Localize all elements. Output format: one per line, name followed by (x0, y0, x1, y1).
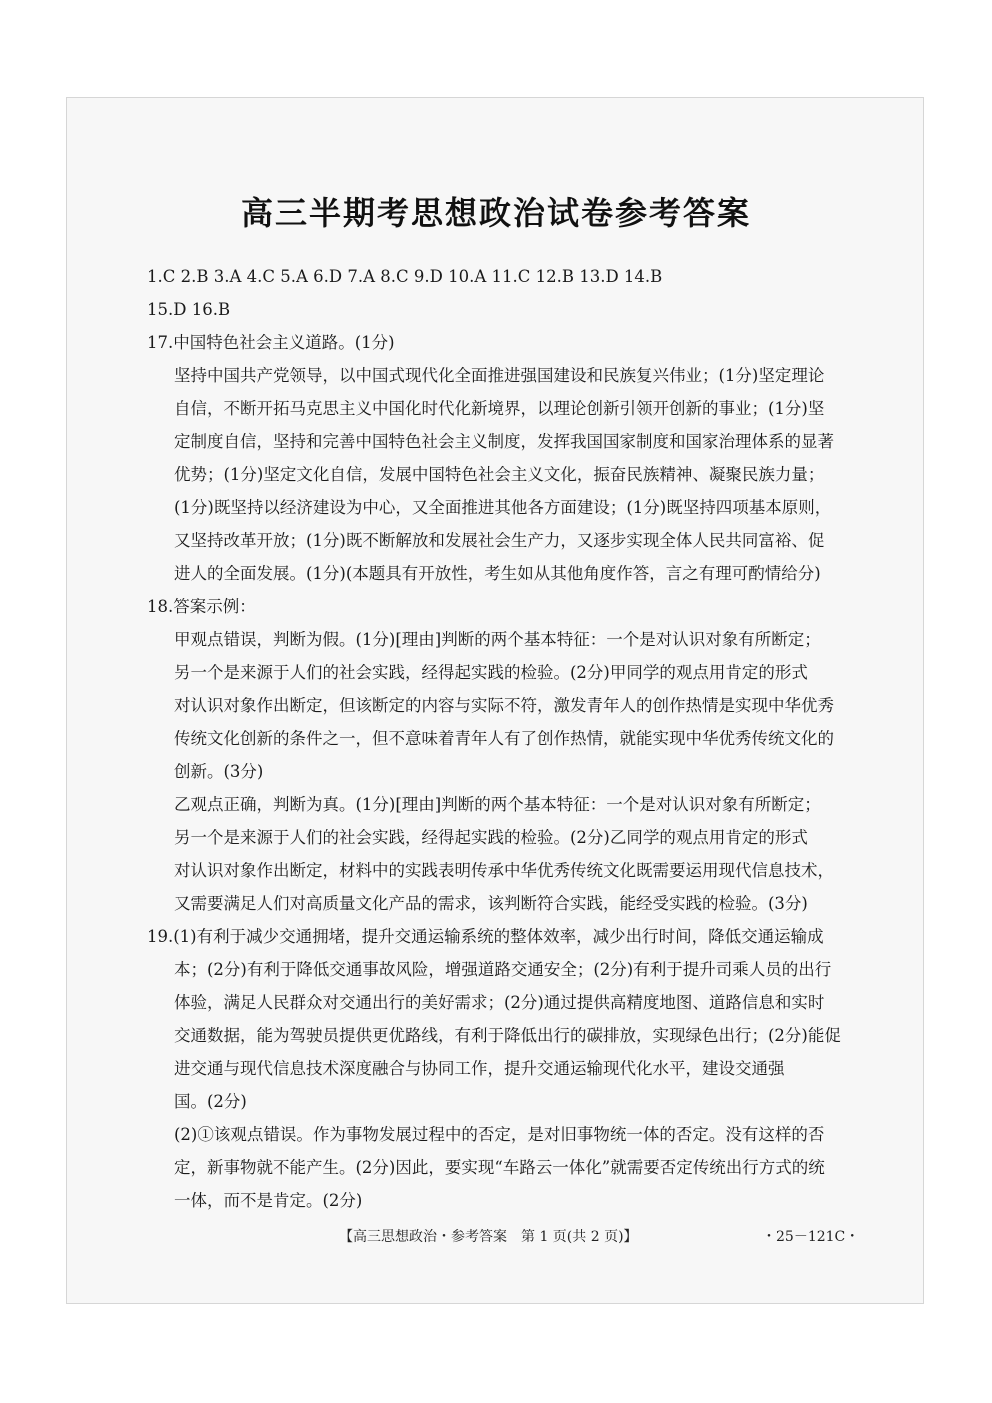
answer-line: 又需要满足人们对高质量文化产品的需求，该判断符合实践，能经受实践的检验。(3分) (174, 894, 808, 913)
answer-line: 对认识对象作出断定，但该断定的内容与实际不符，激发青年人的创作热情是实现中华优秀 (174, 696, 834, 715)
answer-line: 18.答案示例： (147, 597, 256, 616)
answer-line: 17.中国特色社会主义道路。(1分) (147, 333, 395, 352)
answer-line: 创新。(3分) (174, 762, 264, 781)
answer-body (147, 260, 847, 1217)
answer-line: (1分)既坚持以经济建设为中心，又全面推进其他各方面建设；(1分)既坚持四项基本原则， (174, 498, 832, 517)
answer-line: 进人的全面发展。(1分)(本题具有开放性，考生如从其他角度作答，言之有理可酌情给分) (174, 564, 821, 583)
answer-line: 国。(2分) (174, 1092, 247, 1111)
answer-line: 甲观点错误，判断为假。(1分)[理由]判断的两个基本特征：一个是对认识对象有所断定； (174, 630, 821, 649)
answer-line: 坚持中国共产党领导，以中国式现代化全面推进强国建设和民族复兴伟业；(1分)坚定理论 (174, 366, 825, 385)
page-title: 高三半期考思想政治试卷参考答案 (240, 194, 751, 232)
answer-sheet (66, 97, 924, 1304)
answer-line: 优势；(1分)坚定文化自信，发展中国特色社会主义文化，振奋民族精神、凝聚民族力量； (174, 465, 825, 484)
footer-paper-code: ・25－121C・ (762, 1229, 860, 1245)
answer-line: 又坚持改革开放；(1分)既不断解放和发展社会生产力，又逐步实现全体人民共同富裕、促 (174, 531, 825, 550)
answer-line: 另一个是来源于人们的社会实践，经得起实践的检验。(2分)甲同学的观点用肯定的形式 (174, 663, 808, 682)
answer-line: 交通数据，能为驾驶员提供更优路线，有利于降低出行的碳排放，实现绿色出行；(2分)能促 (174, 1026, 841, 1045)
answer-line: 定制度自信，坚持和完善中国特色社会主义制度，发挥我国国家制度和国家治理体系的显著 (174, 432, 834, 451)
answer-line: 15.D 16.B (147, 300, 231, 319)
answer-line: (2)①该观点错误。作为事物发展过程中的否定，是对旧事物统一体的否定。没有这样的否 (174, 1125, 825, 1144)
answer-line: 另一个是来源于人们的社会实践，经得起实践的检验。(2分)乙同学的观点用肯定的形式 (174, 828, 808, 847)
answer-line: 定，新事物就不能产生。(2分)因此，要实现“车路云一体化”就需要否定传统出行方式的统 (174, 1158, 825, 1177)
answer-line: 自信，不断开拓马克思主义中国化时代化新境界，以理论创新引领开创新的事业；(1分)坚 (174, 399, 825, 418)
answer-line: 传统文化创新的条件之一，但不意味着青年人有了创作热情，就能实现中华优秀传统文化的 (174, 729, 834, 748)
answer-line: 进交通与现代信息技术深度融合与协同工作，提升交通运输现代化水平，建设交通强 (174, 1059, 785, 1078)
answer-line: 一体，而不是肯定。(2分) (174, 1191, 363, 1210)
answer-line: 本；(2分)有利于降低交通事故风险，增强道路交通安全；(2分)有利于提升司乘人员的出行 (174, 960, 832, 979)
answer-line: 体验，满足人民群众对交通出行的美好需求；(2分)通过提供高精度地图、道路信息和实时 (174, 993, 825, 1012)
answer-line: 1.C 2.B 3.A 4.C 5.A 6.D 7.A 8.C 9.D 10.A 11.C 12.B 13.D 14.B (147, 267, 663, 286)
answer-line: 对认识对象作出断定，材料中的实践表明传承中华优秀传统文化既需要运用现代信息技术， (174, 861, 834, 880)
answer-line: 乙观点正确，判断为真。(1分)[理由]判断的两个基本特征：一个是对认识对象有所断定； (174, 795, 821, 814)
answer-line: 19.(1)有利于减少交通拥堵，提升交通运输系统的整体效率，减少出行时间，降低交通运输成 (147, 927, 824, 946)
footer-page-info: 【高三思想政治・参考答案 第 1 页(共 2 页)】 (339, 1229, 638, 1245)
